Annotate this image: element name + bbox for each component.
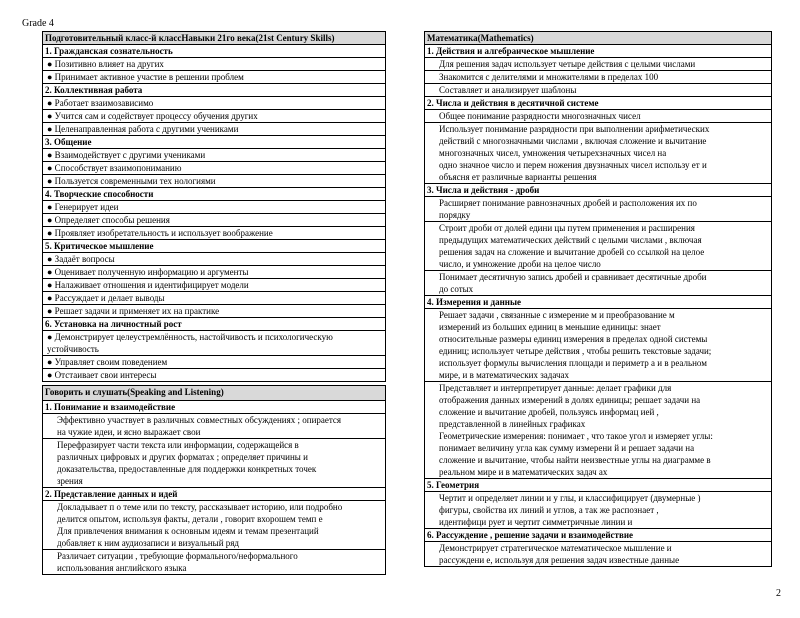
math-paragraph: Составляет и анализирует шаблоны <box>439 85 577 95</box>
math-body <box>424 45 772 567</box>
math-paragraph-line: фигуры, свойства их линий и углов, а так же распознает , <box>439 505 659 515</box>
math-paragraph-line: отображения данных измерений в долях единицы; решает задачи на <box>439 395 701 405</box>
math-paragraph-line: число, и умножение дроби на целое число <box>439 259 601 269</box>
math-paragraph-line: Использует понимание разрядности при выполнении арифметических <box>439 124 710 134</box>
skills-item: ● Задаёт вопросы <box>43 253 385 266</box>
skills-body <box>42 45 386 382</box>
speaking-table <box>42 385 386 575</box>
speaking-paragraph-line: доказательства, предоставленные для поддержки конкретных точек <box>57 464 317 474</box>
speaking-paragraph-line: использования английского языка <box>57 563 187 573</box>
math-paragraph-line: единиц; использует четыре действия , чтобы решить текстовые задачи; <box>439 346 712 356</box>
skills-item: ● Рассуждает и делает выводы <box>43 292 385 305</box>
math-paragraph-line: сложение и вычитание, чтобы найти неизвестные углы на диаграмме в <box>439 455 711 465</box>
skills-item: ● Налаживает отношения и идентифицирует модели <box>43 279 385 292</box>
math-paragraph <box>425 123 771 183</box>
math-paragraph-line: до сотых <box>439 284 474 294</box>
math-paragraph-line: Решает задачи , связанные с измерение м и преобразование м <box>439 310 675 320</box>
skills-section-title: 3. Общение <box>43 136 385 149</box>
speaking-paragraph-line: зрения <box>57 476 83 486</box>
skills-item: ● Целенаправленная работа с другими учениками <box>43 123 385 136</box>
skills-item: ● Позитивно влияет на других <box>43 58 385 71</box>
skills-table <box>42 31 386 382</box>
math-section-body <box>425 309 771 479</box>
math-paragraph: Для решения задач использует четыре действия с целыми числами <box>425 58 771 71</box>
skills-item: ● Генерирует идеи <box>43 201 385 214</box>
skills-item-line: устойчивость <box>47 344 99 354</box>
speaking-body <box>42 401 386 575</box>
math-paragraph-line: идентифици рует и чертит симметричные линии и <box>439 517 633 527</box>
math-paragraph: Общее понимание разрядности многозначных чисел <box>425 110 771 123</box>
math-paragraph <box>425 271 771 295</box>
skills-item: ● Проявляет изобретательность и использует воображение <box>43 227 385 240</box>
math-paragraph-line: рассуждени е, используя для решения задач известные данные <box>439 555 680 565</box>
math-paragraph <box>425 222 771 271</box>
skills-item: ● Отстаивает свои интересы <box>47 370 157 380</box>
speaking-section-body <box>43 414 385 488</box>
math-paragraph-line: решения задач на сложение и вычитание дробей со ссылкой на целое <box>439 247 705 257</box>
math-section-title: 5. Геометрия <box>425 479 771 492</box>
speaking-paragraph-line: Эффективно участвует в различных совместных обсуждениях ; опирается <box>57 415 342 425</box>
math-paragraph <box>425 382 771 478</box>
math-paragraph-line: Расширяет понимание равнозначных дробей и расположения их по <box>439 198 697 208</box>
speaking-paragraph-line: Докладывает п о теме или по тексту, рассказывает историю, или подробно <box>57 502 343 512</box>
math-section-body <box>425 58 771 97</box>
math-paragraph-line: Представляет и интерпретирует данные: делает графики для <box>439 383 672 393</box>
skills-item: ● Принимает активное участие в решении проблем <box>43 71 385 84</box>
skills-section-title: 2. Коллективная работа <box>43 84 385 97</box>
speaking-header: Говорить и слушать(Speaking and Listening) <box>42 385 386 401</box>
math-section-title: 2. Числа и действия в десятичной системе <box>425 97 771 110</box>
speaking-section-title: 1. Понимание и взаимодействие <box>43 401 385 414</box>
math-section-title: 3. Числа и действия - дроби <box>425 184 771 197</box>
math-section-title: 1. Действия и алгебраическое мышление <box>425 45 771 58</box>
skills-section-title: 6. Установка на личностный рост <box>43 318 385 331</box>
skills-section-title: 5. Критическое мышление <box>43 240 385 253</box>
skills-item: ● Определяет способы решения <box>43 214 385 227</box>
skills-item: ● Пользуется современными тех нологиями <box>43 175 385 188</box>
speaking-section-body <box>43 501 385 574</box>
math-paragraph-line: Чертит и определяет линии и у глы, и классифицирует (двумерные ) <box>439 493 701 503</box>
skills-item: ● Взаимодействует с другими учениками <box>43 149 385 162</box>
math-paragraph-line: многозначных чисел, умножения четырехзначных чисел на <box>439 148 667 158</box>
math-paragraph <box>425 309 771 382</box>
page-number: 2 <box>776 588 781 599</box>
math-paragraph-line: сложение и вычитание дробей, пользуясь информац ией , <box>439 407 659 417</box>
math-section-body <box>425 110 771 184</box>
speaking-paragraph <box>43 414 385 439</box>
math-paragraph-line: предыдущих математических действий с целыми числами , включая <box>439 235 702 245</box>
speaking-paragraph <box>43 439 385 487</box>
math-paragraph-line: действий с многозначными числами , включая сложение и вычитание <box>439 136 707 146</box>
math-paragraph <box>425 492 771 528</box>
grade-label: Grade 4 <box>22 18 54 29</box>
math-paragraph-line: относительные размеры единиц измерения в пределах одной системы <box>439 334 708 344</box>
math-paragraph <box>425 197 771 222</box>
math-paragraph-line: использует формулы вычисления площади и периметр а и в реальном <box>439 358 707 368</box>
math-paragraph-line: одно значное число и перем ножения двузначных чисел использу ет и <box>439 160 707 170</box>
skills-section-title: 4. Творческие способности <box>43 188 385 201</box>
math-paragraph-line: измерений из больших единиц в меньшие единицы: знает <box>439 322 661 332</box>
math-paragraph-line: Геометрические измерения: понимает , что такое угол и измеряет углы: <box>439 431 713 441</box>
speaking-paragraph-line: делится опытом, используя факты, детали , говорит вхорошем темп е <box>57 514 323 524</box>
math-paragraph <box>425 542 771 566</box>
speaking-section-title: 2. Представление данных и идей <box>43 488 385 501</box>
math-paragraph-line: понимает величину угла как сумму измерени й и решает задачи на <box>439 443 695 453</box>
skills-item-line: ● Демонстрирует целеустремлённость, настойчивость и психологическую <box>47 332 333 342</box>
speaking-paragraph-line: различных цифровых и других форматах ; определяет причины и <box>57 452 308 462</box>
math-section-body <box>425 197 771 296</box>
math-section-body <box>425 492 771 529</box>
speaking-paragraph-line: Различает ситуации , требующие формального/неформального <box>57 551 298 561</box>
skills-section-title: 1. Гражданская сознательность <box>43 45 385 58</box>
math-paragraph-line: Понимает десятичную запись дробей и сравнивает десятичные дроби <box>439 272 707 282</box>
math-paragraph-line: объясня ет различные варианты решения <box>439 172 597 182</box>
math-paragraph: Знакомится с делителями и множителями в пределах 100 <box>425 71 771 84</box>
math-paragraph-line: представленной в линейных графиках <box>439 419 586 429</box>
math-section-body <box>425 542 771 566</box>
skills-header: Подготовительный класс-й классНавыки 21го века(21st Century Skills) <box>42 31 386 45</box>
math-table <box>424 31 772 567</box>
math-paragraph-line: порядку <box>439 210 471 220</box>
math-paragraph-line: реальном мире и в математических задач ах <box>439 467 608 477</box>
math-header: Математика(Mathematics) <box>424 31 772 45</box>
skills-item: ● Учится сам и содействует процессу обучения других <box>43 110 385 123</box>
math-section-title: 6. Рассуждение , решение задачи и взаимодействие <box>425 529 771 542</box>
math-paragraph-line: Строит дроби от долей едини цы путем применения и расширения <box>439 223 695 233</box>
speaking-paragraph-line: Перефразирует части текста или информации, содержащейся в <box>57 440 299 450</box>
math-section-title: 4. Измерения и данные <box>425 296 771 309</box>
math-paragraph-line: мире, и в математических задачах <box>439 370 570 380</box>
speaking-paragraph-line: на чужие идеи, и ясно выражает свои <box>57 427 201 437</box>
skills-item: ● Управляет своим поведением <box>43 356 385 369</box>
speaking-paragraph <box>43 550 385 574</box>
skills-item <box>43 331 385 356</box>
skills-item: ● Способствует взаимопониманию <box>43 162 385 175</box>
skills-item: ● Решает задачи и применяет их на практике <box>43 305 385 318</box>
skills-item: ● Оценивает полученную информацию и аргументы <box>43 266 385 279</box>
skills-item: ● Работает взаимозависимо <box>43 97 385 110</box>
speaking-paragraph-line: добавляет к ним аудиозаписи и визуальный ряд <box>57 538 239 548</box>
speaking-paragraph <box>43 501 385 550</box>
speaking-paragraph-line: Для привлечения внимания к основным идеям и темам презентаций <box>57 526 319 536</box>
math-paragraph-line: Демонстрирует стратегическое математическое мышление и <box>439 543 672 553</box>
